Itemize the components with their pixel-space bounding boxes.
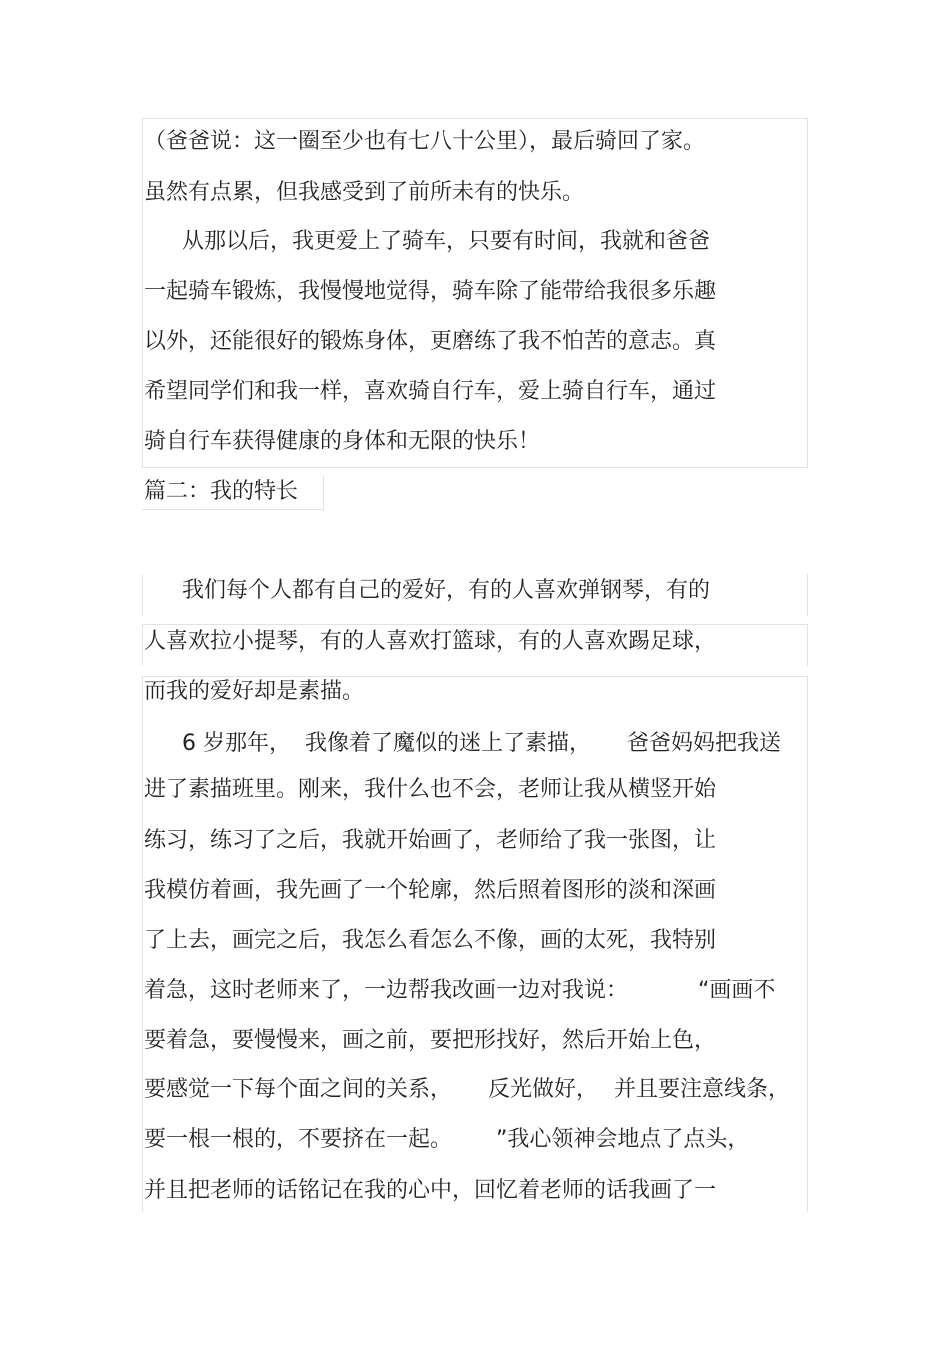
text-line: 要着急，要慢慢来，画之前，要把形找好，然后开始上色， xyxy=(144,1028,717,1053)
text-line: 了上去，画完之后，我怎么看怎么不像，画的太死，我特别 xyxy=(144,928,717,953)
text-line: 希望同学们和我一样，喜欢骑自行车，爱上骑自行车，通过 xyxy=(144,379,717,404)
text-segment: 反光做好， xyxy=(488,1077,599,1102)
text-line: 人喜欢拉小提琴，有的人喜欢打篮球，有的人喜欢踢足球， xyxy=(144,629,717,654)
text-line: 并且把老师的话铭记在我的心中，回忆着老师的话我画了一 xyxy=(144,1178,717,1203)
text-segment: 并且要注意线条， xyxy=(614,1077,791,1102)
text-line xyxy=(144,1127,749,1153)
text-segment: 着急，这时老师来了，一边帮我改画一边对我说： xyxy=(144,978,629,1003)
text-line: 我们每个人都有自己的爱好，有的人喜欢弹钢琴，有的 xyxy=(182,578,711,603)
text-segment: 要感觉一下每个面之间的关系， xyxy=(144,1077,453,1102)
text-segment: ”我心领神会地点了点头， xyxy=(496,1127,750,1152)
text-segment: 6 岁那年， xyxy=(182,731,291,756)
text-line xyxy=(182,731,781,757)
text-segment: “画画不 xyxy=(698,978,776,1003)
text-line: 以外，还能很好的锻炼身体，更磨练了我不怕苦的意志。真 xyxy=(144,329,717,354)
section-title: 篇二：我的特长 xyxy=(144,479,299,504)
text-segment: 我像着了魔似的迷上了素描， xyxy=(305,731,592,756)
text-segment: 要一根一根的，不要挤在一起。 xyxy=(144,1127,453,1152)
text-segment: 爸爸妈妈把我送 xyxy=(627,731,782,756)
text-line: 从那以后，我更爱上了骑车，只要有时间，我就和爸爸 xyxy=(182,229,711,254)
text-line: （爸爸说：这一圈至少也有七八十公里），最后骑回了家。 xyxy=(144,129,706,154)
text-line: 虽然有点累，但我感受到了前所未有的快乐。 xyxy=(144,180,585,205)
text-line xyxy=(144,1077,790,1103)
text-line: 练习，练习了之后，我就开始画了，老师给了我一张图，让 xyxy=(144,828,717,853)
text-line: 而我的爱好却是素描。 xyxy=(144,679,365,704)
text-line: 一起骑车锻炼，我慢慢地觉得，骑车除了能带给我很多乐趣 xyxy=(144,279,717,304)
text-line: 骑自行车获得健康的身体和无限的快乐！ xyxy=(144,429,541,454)
text-line xyxy=(144,978,775,1004)
text-line: 进了素描班里。刚来，我什么也不会，老师让我从横竖开始 xyxy=(144,777,717,802)
text-line: 我模仿着画，我先画了一个轮廓，然后照着图形的淡和深画 xyxy=(144,878,717,903)
